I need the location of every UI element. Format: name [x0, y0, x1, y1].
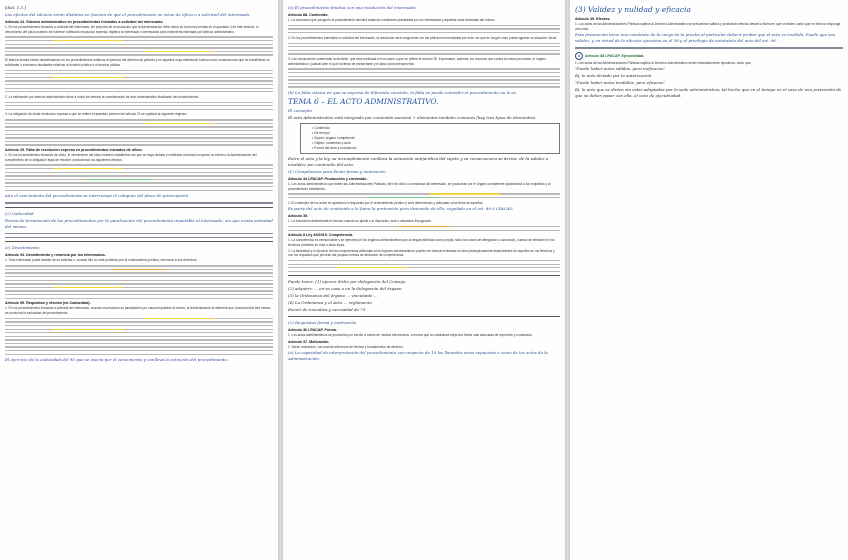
- handwritten-item: "Puede haber actos válidos, pero ineficaces": [575, 66, 666, 72]
- article-paragraph: 1. Los actos de las Administraciones Públicas sujetos al Derecho Administrativo serán inmediatamente ejecutivos, salvo que:: [575, 60, 752, 65]
- handwritten-note: Entre el acto y la ley, su incumplimiento conlleva la actuación antijurídica del sujeto y su consecuencia se deriva, de la validez o invalidez por contenido del acto.: [288, 155, 549, 167]
- section-heading: (3) Validez y nulidad y eficacia: [575, 5, 691, 14]
- tema-title: TEMA 6 – EL ACTO ADMINISTRATIVO.: [288, 96, 439, 106]
- text-block: [288, 260, 560, 272]
- section-heading: (1) Competencia para dictar forma y motivación: [288, 168, 386, 174]
- handwritten-item: Eximir de iniciativa y necesidad de 75.: [288, 307, 367, 313]
- article-paragraph: 1. En los procedimientos iniciados a solicitud del interesado, cuando se produzca su paralización por causa imputable al mismo, la Administración le advertirá que, transcurridos tres meses, se producirá la caducidad del procedimiento.: [5, 306, 272, 315]
- handwritten-item: (2) adquirir: ... en su caso o en la delegación del órgano.: [288, 286, 403, 292]
- handwritten-note: Puede tener: (1) ejercer dicho por delegación del Consejo.: [288, 279, 407, 285]
- article-heading: 4 Artículo 38 LPACAP. Ejecutividad.: [575, 52, 843, 60]
- article-heading: Artículo 95. Requisitos y efectos (de Caducidad).: [5, 301, 91, 306]
- text-block: [288, 193, 560, 198]
- text-block: [5, 265, 273, 299]
- text-block: [288, 226, 560, 231]
- handwritten-footer: (a) La capacidad de interpretación del procedimiento con respecto de 10 los llamados otros supuestos o como de los actos de la Administración.: [288, 350, 548, 362]
- article-heading: Artículo 39. Efectos.: [575, 17, 611, 21]
- list-item: • Contenido: [312, 125, 330, 130]
- handwritten-intro: Los efectos del silencio serán distintos en función de que el procedimiento se inicie de oficio o a solicitud del interesado.: [5, 12, 251, 17]
- text-block: [5, 164, 273, 190]
- article-paragraph: 3. Las resoluciones contendrán la decisión, que será motivada en los casos a que se refiere el artículo 35. Expresarán, además, los recursos que contra la misma procedan, el órgano administrativo o judicial ante el que hubieran de presentarse y el plazo para interponerlos.: [288, 56, 546, 66]
- article-paragraph: 2. La titularidad y el ejercicio de las competencias atribuidas a los órganos administrativos podrán ser desconcentradas en otros jerárquicamente dependientes de aquéllos en los términos y con los requisitos que prevean las propias normas de atribución de competencias.: [288, 248, 555, 258]
- section-marker: (c) Desistimiento: [5, 245, 40, 251]
- text-block: [5, 36, 273, 55]
- handwritten-note: Aún el vencimiento del procedimiento se interrumpe el cómputo del plazo de prescripción: [5, 193, 189, 199]
- text-block: [288, 68, 560, 87]
- tema-subtitle: El concepto: [288, 107, 312, 113]
- article-paragraph: 1. Los actos administrativos que dicten las Administraciones Públicas, bien de oficio o a instancia del interesado, se producirán por el órgano competente ajustándose a los requisitos y al procedimiento establecido.: [288, 181, 551, 191]
- handwritten-item: (3) la Ordenanza del órgano ... vinculante ...: [288, 293, 378, 299]
- handwritten-intro: (a) El procedimiento finaliza con una resolución del interesado.: [288, 5, 417, 10]
- handwritten-note: Es parte del acto de contenido a lo fuera la pretensión pero deseando de ello, regulado en el art. 89.5 LPACAP.: [288, 206, 513, 212]
- text-block: [5, 70, 273, 93]
- article-paragraph: 1. La resolución determinará el recurso cuando se ajuste a lo dispuesto, acto o actuación impugnada.: [288, 219, 432, 224]
- list-item: • Objeto: contenido y acto: [312, 140, 351, 145]
- article-paragraph: 2. El contenido de los actos se ajustará a lo dispuesto por el ordenamiento jurídico y será determinado y adecuado a los fines de aquéllos.: [288, 200, 484, 205]
- list-item: • Forma del acto y motivación: [312, 145, 357, 150]
- article-paragraph: 1. Los actos de las Administraciones Públicas sujetos al Derecho Administrativo se presumirán válidos y producirán efectos desde la fecha en que se dicten, salvo que en ellos se disponga otra cosa.: [575, 22, 841, 31]
- article-paragraph: 2. En los procedimientos tramitados a solicitud del interesado, la resolución será congruente con las peticiones formuladas por éste, sin que en ningún caso pueda agravar su situación inicial.: [288, 35, 557, 40]
- list-item: • Sujeto: órgano competente: [312, 135, 355, 140]
- page-corner-note: [dial. 1.5.]: [5, 5, 26, 10]
- article-paragraph: 1. En los procedimientos iniciados a solicitud del interesado, sin perjuicio de la resolución que la Administración debe dictar en la forma prevista en el apartado 3 de este artículo, el vencimiento del plazo máximo sin haberse notificado resolución expresa, legitima al interesado o interesados para entenderla estimada por silencio administrativo.: [5, 25, 259, 34]
- article-heading: Artículo 37. Motivación.: [288, 339, 330, 344]
- article-heading: Artículo 25. Falta de resolución expresa en procedimientos iniciados de oficio.: [5, 148, 143, 152]
- text-block: [5, 119, 273, 145]
- article-heading: Artículo 24. Silencio administrativo en procedimientos iniciados a solicitud del interesado.: [5, 20, 164, 24]
- article-heading: Artículo 88. Contenido.: [288, 13, 329, 17]
- article-paragraph: 1. Serán motivados, con sucinta referencia de hechos y fundamentos de derecho:: [288, 344, 404, 349]
- handwritten-note: Esta presunción tiene una constante de la carga de la prueba al particular deberá probar que el acto es inválido. Puede que sea validez, y en virtud de la eficacia ejecutiva en el 38 y el privilegio de autotutela del acto del art. 98.: [575, 32, 836, 44]
- document-page-3: [570, 0, 848, 560]
- article-heading: Artículo 94. Desistimiento y renuncia por los interesados.: [5, 253, 106, 258]
- article-heading: Artículo 36 LPACAP. Forma.: [288, 328, 337, 333]
- handwritten-note: Forma de terminación de los procedimientos por la paralización del procedimiento imputable al interesado, sin que exista actividad del mismo.: [5, 217, 273, 229]
- text-block: [5, 102, 273, 110]
- circled-number-icon: 4: [575, 52, 583, 60]
- handwritten-item: Ej: lo acto que se dicten sin estar adaptadas por la sede administrativa, tal hecho que en el tiempo en el caso de una pretensión de que se deben pasar con ella, el caso de ejecutividad.: [575, 87, 842, 99]
- article-paragraph: 1. Los actos administrativos se producirán por escrito a través de medios electrónicos, a menos que su naturaleza exija otra forma más adecuada de expresión y constancia.: [288, 333, 533, 338]
- article-heading: Artículo 34 LPACAP. Producción y contenido.: [288, 176, 368, 181]
- list-item: • De tiempo: [312, 130, 330, 135]
- text-block: [288, 43, 560, 55]
- article-heading: Artículo 8 Ley 40/2015. Competencia.: [288, 233, 353, 238]
- article-paragraph: 1. La resolución que ponga fin al procedimiento decidirá todas las cuestiones planteadas por los interesados y aquellas otras derivadas del mismo.: [288, 18, 496, 22]
- text-block: [5, 318, 273, 355]
- article-paragraph: El silencio tendrá efecto desestimatorio en los procedimientos relativos al ejercicio del derecho de petición y en aquellos cuya estimación tuviera como consecuencia que se transfirieran al solicitante o a terceros facultades relativas al dominio público o al servicio público.: [5, 58, 270, 67]
- handwritten-label: [5, 245, 273, 251]
- handwritten-note: El acto Administrativo está integrado por contenido esencial + elementos también comunes (hay tres tipos de elementos).: [288, 114, 537, 120]
- article-paragraph: 3. La obligación de dictar resolución expresa a que se refiere el apartado primero del artículo 21 se sujetará al siguiente régimen.: [5, 112, 188, 117]
- handwritten-note: (b) La falta clásica en que se expresa de diferente cuestión, la falta se puede entender el procedimiento no lo es.: [288, 89, 518, 95]
- section-marker: (2) Caducidad: [5, 210, 34, 216]
- handwritten-label: [5, 211, 273, 217]
- handwritten-item: (4) La Ordenanza y el Acto ... reglamento: [288, 300, 372, 306]
- handwritten-item: Ej: lo acto dictado por la autorización: [575, 73, 652, 79]
- article-paragraph: 2. La estimación por silencio administrativo tiene a todos los efectos la consideración de acto administrativo finalizador del procedimiento.: [5, 94, 200, 99]
- elements-list: [300, 123, 560, 154]
- handwritten-footer: El ejercicio de la caducidad del 95 que se asocia por el vencimiento y conlleva la extinción del procedimiento.: [5, 357, 229, 363]
- document-page-2: [283, 0, 565, 560]
- article-heading: Artículo 35.: [288, 214, 309, 219]
- article-paragraph: 1. Todo interesado podrá desistir de su solicitud o, cuando ello no esté prohibido por el ordenamiento jurídico, renunciar a sus derechos.: [5, 258, 198, 263]
- text-block: [288, 25, 560, 33]
- section-heading: (2) Requisitos forma y motivación: [288, 320, 357, 326]
- document-page-1: [0, 0, 278, 560]
- article-paragraph: 1. En los procedimientos iniciados de oficio, el vencimiento del plazo máximo establecido sin que se haya dictado y notificado resolución expresa no exime a la Administración del cumplimiento de la obligación legal de resolver, produciendo los siguientes efectos:: [5, 153, 257, 162]
- handwritten-item: "Puede haber actos inválidos, pero eficaces": [575, 80, 666, 86]
- article-paragraph: 1. La competencia es irrenunciable y se ejercerá por los órganos administrativos que la tengan atribuida como propia, salvo los casos de delegación o avocación, cuando se efectúen en los términos previstos en ésta u otras leyes.: [288, 238, 555, 247]
